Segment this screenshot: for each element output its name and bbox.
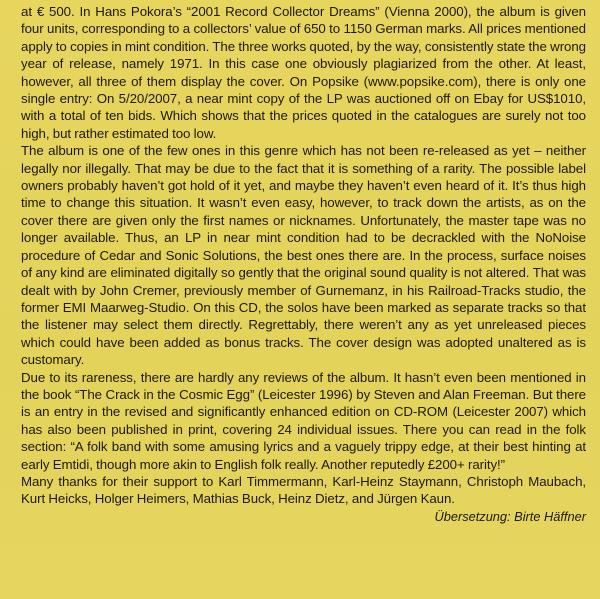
- paragraph-prices: at € 500. In Hans Pokora’s “2001 Record Collector Dreams” (Vienna 2000), the album is given four units, corresponding to a collectors’ value of 650 to 1150 German marks. All prices mentioned apply to copies in mint condition. The three works quoted, by the way, consistently state the wrong year of release, namely 1971. In this case one obviously plagiarized from the other. At least, however, all three of them display the cover. On Popsike (www.popsike.com), there is only one single entry: On 5/20/2007, a near mint copy of the LP was auctioned off on Ebay for US$1010, with a total of ten bids. Which shows that the prices quoted in the catalogues are surely not too high, but rather estimated too low.: [21, 4, 586, 141]
- paragraph-rerelease: The album is one of the few ones in this genre which has not been re-released as yet – neither legally nor illegally. That may be due to the fact that it is something of a rarity. The possible label owners probably haven’t got hold of it yet, and maybe they haven’t even heard of it. It’s thus high time to change this situation. It wasn’t even easy, however, to track down the artists, as on the cover there are given only the first names or nicknames. Unfortunately, the master tape was no longer available. Thus, an LP in near mint condition had to be decrackled with the NoNoise procedure of Cedar and Sonic Solutions, the best ones there are. In the process, surface noises of any kind are eliminated digitally so gently that the original sound quality is not altered. That was dealt with by John Cremer, previously member of Gurnemanz, in his Railroad-Tracks studio, the former EMI Maarweg-Studio. On this CD, the solos have been marked as separate tracks so that the listener may select them directly. Regrettably, there weren’t any as yet unreleased pieces which could have been added as bonus tracks. The cover design was adopted unaltered as is customary.: [21, 143, 586, 368]
- translation-credit: Übersetzung: Birte Häffner: [434, 508, 586, 524]
- paragraph-reviews: Due to its rareness, there are hardly any reviews of the album. It hasn’t even been mentioned in the book “The Crack in the Cosmic Egg” (Leicester 1996) by Steven and Alan Freeman. But there is an entry in the revised and significantly enhanced edition on CD-ROM (Leicester 2007) which has also been published in print, covering 24 individual issues. There you can read in the folk section: “A folk band with some amusing lyrics and a vaguely trippy edge, at their best hinting at early Emtidi, though more akin to English folk really. Another reputedly £200+ rarity!”: [21, 369, 586, 472]
- paragraph-thanks: Many thanks for their support to Karl Timmermann, Karl-Heinz Staymann, Christoph Maubach, Kurt Heicks, Holger Heimers, Mathias Buck, Heinz Dietz, and Jürgen Kaun.: [21, 473, 586, 507]
